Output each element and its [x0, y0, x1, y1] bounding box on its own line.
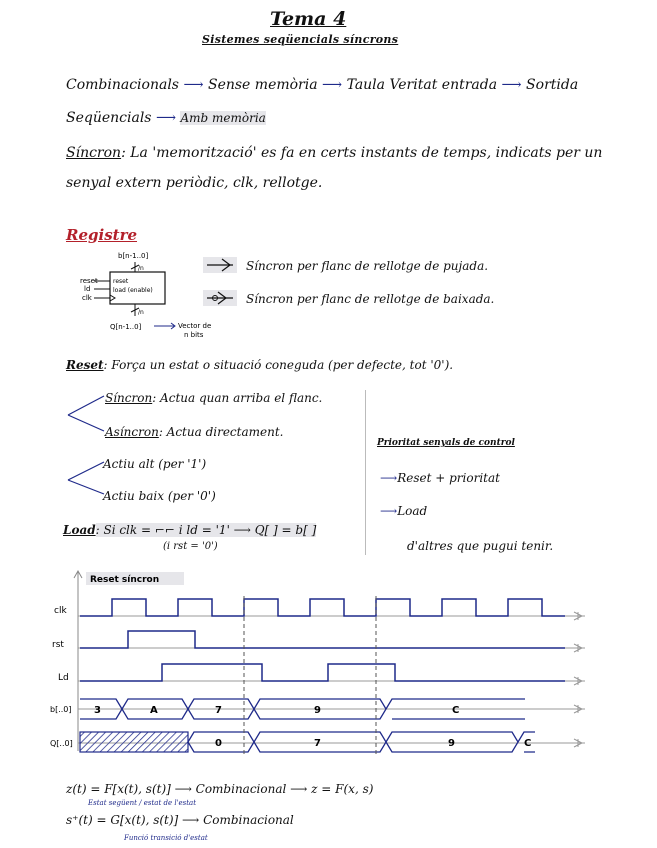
prioritat-title: Prioritat senyals de control	[377, 438, 515, 448]
output-bus-label: Q[n-1..0]	[110, 323, 142, 331]
arrow-icon: ⟶	[322, 77, 343, 93]
flow-sequencials: Seqüencials	[66, 110, 152, 126]
input-ld-label: ld	[84, 285, 91, 293]
q-value-3: 9	[448, 738, 455, 749]
signal-label-q: Q[..0]	[50, 739, 73, 748]
load-line	[63, 523, 316, 537]
equation-note-bottom: Funció transició d'estat	[124, 834, 208, 842]
reset-sincron-row	[105, 391, 322, 405]
q-value-2: 7	[314, 738, 321, 749]
equation-note-top: Estat següent / estat de l'estat	[88, 799, 197, 807]
top-bus-label: b[n-1..0]	[118, 252, 149, 260]
page-title: Tema 4	[270, 8, 347, 30]
flow-taula: Taula Veritat entrada	[346, 77, 498, 93]
q-value-1: 0	[215, 738, 222, 749]
prioritat-item-1	[380, 471, 500, 485]
falling-edge-icon	[203, 289, 239, 307]
timing-title: Reset síncron	[90, 575, 160, 585]
b-value-4: 9	[314, 705, 321, 716]
clk-waveform	[80, 599, 565, 616]
page-subtitle: Sistemes seqüencials síncrons	[202, 33, 399, 46]
falling-edge-text: Síncron per flanc de rellotge de baixada.	[246, 292, 495, 306]
b-value-2: A	[150, 705, 158, 716]
vector-label-1: Vector de	[178, 322, 212, 330]
flow-line-1	[66, 77, 578, 93]
vector-label-2: n bits	[184, 331, 204, 339]
prioritat-note: d'altres que pugui tenir.	[407, 539, 554, 553]
sincron-line-1	[66, 145, 602, 161]
load-label: Load	[63, 523, 96, 537]
port-load-label: load (enable)	[113, 287, 153, 294]
signal-label-clk: clk	[54, 606, 67, 616]
arrow-icon: ⟶	[380, 504, 398, 518]
input-clk-label: clk	[82, 294, 92, 302]
reset-sincron-text: : Actua quan arriba el flanc.	[152, 391, 323, 405]
reset-sincron-label: Síncron	[105, 391, 153, 405]
actiu-baix: Actiu baix (per '0')	[103, 489, 216, 503]
flow-line-2	[66, 110, 266, 126]
rising-edge-icon	[203, 256, 239, 274]
registre-heading: Registre	[66, 226, 138, 244]
b-value-5: C	[452, 705, 460, 716]
reset-asincron-text: : Actua directament.	[158, 425, 284, 439]
flow-sense-memoria: Sense memòria	[207, 77, 318, 93]
load-text: : Si clk = ⌐⌐ i ld = '1' ⟶ Q[ ] = b[ ]	[95, 523, 317, 537]
sincron-label: Síncron	[66, 145, 122, 161]
reset-text: : Força un estat o situació coneguda (per defecte, tot '0').	[103, 358, 454, 372]
q-bus	[188, 732, 535, 752]
reset-line	[66, 358, 453, 372]
equation-1: z(t) = F[x(t), s(t)] ⟶ Combinacional ⟶ z = F(x, s)	[66, 782, 374, 796]
signal-label-rst: rst	[52, 640, 64, 650]
port-reset-label: reset	[113, 278, 129, 285]
load-sub: (i rst = '0')	[163, 541, 218, 552]
input-reset-label: reset	[80, 277, 98, 285]
ld-waveform	[80, 664, 565, 681]
sincron-line-2: senyal extern periòdic, clk, rellotge.	[66, 175, 323, 191]
prioritat-item-2-text: Load	[397, 504, 428, 518]
actiu-alt: Actiu alt (per '1')	[103, 457, 207, 471]
arrow-icon: ⟶	[380, 471, 398, 485]
arrow-icon: ⟶	[501, 77, 522, 93]
flow-combinacionals: Combinacionals	[66, 77, 179, 93]
prioritat-item-2	[380, 504, 427, 518]
reset-asincron-row	[105, 425, 283, 439]
rst-waveform	[80, 631, 565, 648]
b-value-3: 7	[215, 705, 222, 716]
n-top-label: /n	[138, 265, 144, 272]
equation-2: s⁺(t) = G[x(t), s(t)] ⟶ Combinacional	[66, 813, 294, 827]
signal-label-b: b[..0]	[50, 705, 72, 714]
reset-label: Reset	[66, 358, 104, 372]
prioritat-item-1-text: Reset + prioritat	[397, 471, 500, 485]
sincron-text-1: : La 'memorització' es fa en certs instants de temps, indicats per un	[121, 145, 603, 161]
timing-diagram	[50, 568, 650, 758]
signal-label-ld: Ld	[58, 673, 69, 683]
n-bottom-label: /n	[138, 309, 144, 316]
q-unknown-region	[80, 732, 188, 752]
rising-edge-text: Síncron per flanc de rellotge de pujada.	[246, 259, 489, 273]
b-value-1: 3	[94, 705, 101, 716]
arrow-icon: ⟶	[183, 77, 204, 93]
flow-sortida: Sortida	[526, 77, 579, 93]
flow-amb-memoria: Amb memòria	[180, 111, 266, 125]
reset-asincron-label: Asíncron	[105, 425, 159, 439]
q-value-4: C	[524, 738, 532, 749]
divider	[365, 390, 366, 555]
arrow-icon: ⟶	[155, 110, 177, 126]
